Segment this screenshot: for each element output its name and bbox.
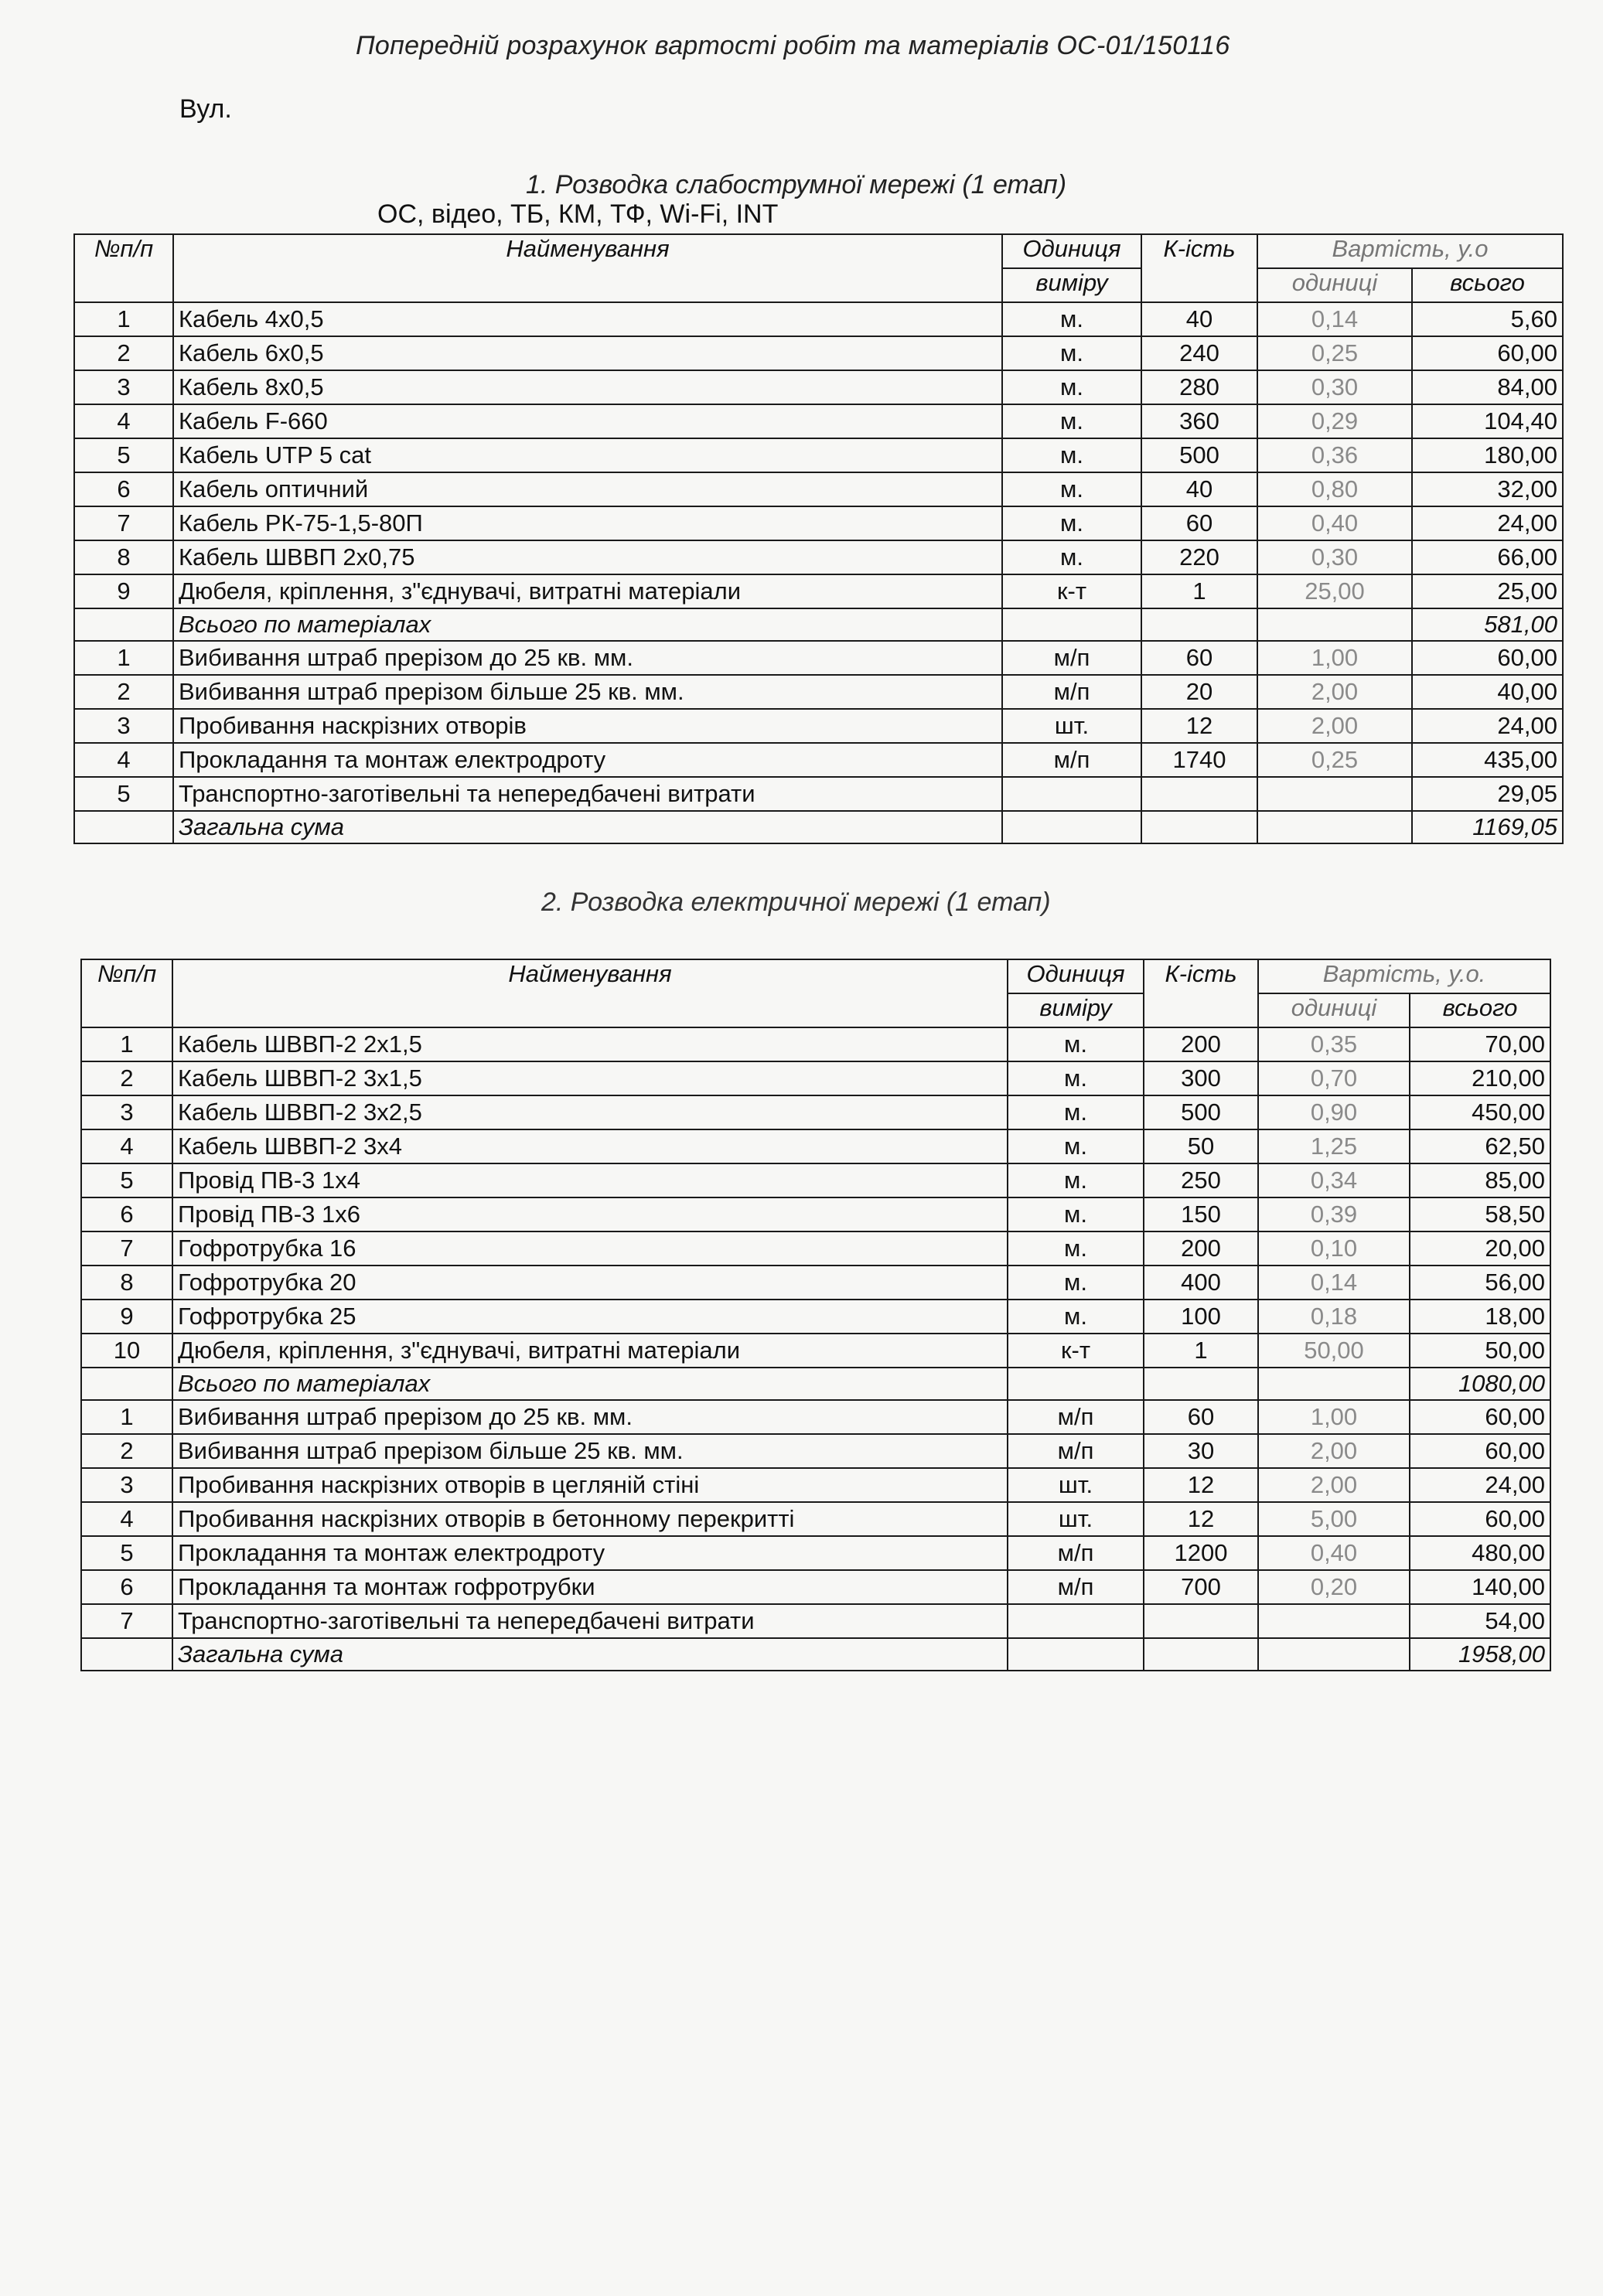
table-row <box>81 1231 1550 1266</box>
table-row <box>81 1266 1550 1300</box>
quantity-cell: 400 <box>1144 1266 1258 1300</box>
unit-cell: шт. <box>1008 1468 1144 1502</box>
quantity-cell: 700 <box>1144 1570 1258 1604</box>
unit-price-cell: 0,14 <box>1258 1266 1410 1300</box>
section2-title: 2. Розводка електричної мережі (1 етап) <box>541 887 1051 917</box>
header-name: Найменування <box>172 959 1008 1027</box>
unit-cell: м. <box>1008 1266 1144 1300</box>
quantity-cell: 12 <box>1144 1468 1258 1502</box>
header-total: всього <box>1412 268 1563 302</box>
unit-price-cell: 0,40 <box>1257 506 1412 540</box>
unit-cell: м/п <box>1008 1434 1144 1468</box>
table-row <box>81 1334 1550 1368</box>
total-cell: 62,50 <box>1410 1129 1550 1163</box>
total-cell: 140,00 <box>1410 1570 1550 1604</box>
grand-total-row <box>81 1638 1550 1671</box>
total-cell: 32,00 <box>1412 472 1563 506</box>
item-name: Кабель ШВВП-2 3х1,5 <box>172 1061 1008 1095</box>
unit-price-cell: 0,25 <box>1257 336 1412 370</box>
quantity-cell: 1200 <box>1144 1536 1258 1570</box>
item-name: Кабель ШВВП-2 2х1,5 <box>172 1027 1008 1061</box>
item-name: Прокладання та монтаж електродроту <box>173 743 1002 777</box>
table-row <box>81 1502 1550 1536</box>
quantity-cell: 30 <box>1144 1434 1258 1468</box>
unit-price-cell: 0,14 <box>1257 302 1412 336</box>
row-number: 8 <box>74 540 173 574</box>
header-unit-sub: виміру <box>1002 268 1141 302</box>
row-number: 7 <box>74 506 173 540</box>
item-name: Транспортно-заготівельні та непередбачені витрати <box>173 777 1002 811</box>
row-number: 1 <box>74 641 173 675</box>
unit-price-cell: 0,34 <box>1258 1163 1410 1197</box>
unit-price-cell: 0,30 <box>1257 370 1412 404</box>
unit-cell: к-т <box>1002 574 1141 608</box>
total-cell: 84,00 <box>1412 370 1563 404</box>
unit-cell: м. <box>1008 1163 1144 1197</box>
total-cell: 20,00 <box>1410 1231 1550 1266</box>
grand-total-value: 1169,05 <box>1412 811 1563 843</box>
unit-price-cell: 0,70 <box>1258 1061 1410 1095</box>
unit-price-cell: 50,00 <box>1258 1334 1410 1368</box>
unit-price-cell: 0,29 <box>1257 404 1412 438</box>
unit-cell: м. <box>1008 1129 1144 1163</box>
row-number: 7 <box>81 1604 172 1638</box>
table-row <box>74 641 1563 675</box>
quantity-cell: 12 <box>1144 1502 1258 1536</box>
total-cell: 40,00 <box>1412 675 1563 709</box>
unit-cell <box>1002 777 1141 811</box>
unit-cell: м/п <box>1002 743 1141 777</box>
row-number: 2 <box>74 675 173 709</box>
header-qty: К-ість <box>1144 959 1258 1027</box>
unit-price-cell: 0,20 <box>1258 1570 1410 1604</box>
item-name: Кабель ШВВП-2 3х4 <box>172 1129 1008 1163</box>
quantity-cell: 250 <box>1144 1163 1258 1197</box>
total-cell: 435,00 <box>1412 743 1563 777</box>
item-name: Кабель 6х0,5 <box>173 336 1002 370</box>
table-row <box>74 302 1563 336</box>
total-cell: 25,00 <box>1412 574 1563 608</box>
item-name: Кабель UTP 5 cat <box>173 438 1002 472</box>
row-number: 5 <box>74 438 173 472</box>
table-row <box>74 438 1563 472</box>
table-row <box>81 1468 1550 1502</box>
unit-price-cell: 0,35 <box>1258 1027 1410 1061</box>
section1-table <box>73 233 1564 844</box>
item-name: Гофротрубка 25 <box>172 1300 1008 1334</box>
row-number: 4 <box>81 1502 172 1536</box>
item-name: Прокладання та монтаж гофротрубки <box>172 1570 1008 1604</box>
quantity-cell: 360 <box>1141 404 1257 438</box>
materials-total-row <box>74 608 1563 641</box>
table-row <box>81 1400 1550 1434</box>
table-row <box>81 1061 1550 1095</box>
item-name: Пробивання наскрізних отворів <box>173 709 1002 743</box>
table-row <box>81 1027 1550 1061</box>
row-number: 3 <box>81 1095 172 1129</box>
row-number: 7 <box>81 1231 172 1266</box>
unit-cell: м. <box>1002 370 1141 404</box>
item-name: Кабель 4х0,5 <box>173 302 1002 336</box>
unit-price-cell: 1,00 <box>1257 641 1412 675</box>
item-name: Вибивання штраб прерізом більше 25 кв. мм. <box>173 675 1002 709</box>
row-number: 4 <box>81 1129 172 1163</box>
item-name: Кабель F-660 <box>173 404 1002 438</box>
table-row <box>74 709 1563 743</box>
quantity-cell: 280 <box>1141 370 1257 404</box>
unit-cell: шт. <box>1002 709 1141 743</box>
total-cell: 480,00 <box>1410 1536 1550 1570</box>
row-number: 5 <box>74 777 173 811</box>
section2-table <box>80 959 1551 1671</box>
unit-price-cell <box>1258 1604 1410 1638</box>
section1-subtitle: ОС, відео, ТБ, КМ, ТФ, Wi-Fi, INT <box>377 199 779 229</box>
item-name: Кабель РК-75-1,5-80П <box>173 506 1002 540</box>
row-number: 3 <box>74 709 173 743</box>
header-qty: К-ість <box>1141 234 1257 302</box>
table-row <box>74 743 1563 777</box>
table-row <box>74 540 1563 574</box>
quantity-cell: 20 <box>1141 675 1257 709</box>
item-name: Дюбеля, кріплення, з"єднувачі, витратні матеріали <box>173 574 1002 608</box>
row-number: 2 <box>81 1434 172 1468</box>
grand-total-label: Загальна сума <box>172 1638 1008 1671</box>
unit-price-cell <box>1257 777 1412 811</box>
header-per-unit: одиниці <box>1258 993 1410 1027</box>
materials-total-value: 1080,00 <box>1410 1368 1550 1400</box>
total-cell: 450,00 <box>1410 1095 1550 1129</box>
row-number: 3 <box>74 370 173 404</box>
row-number: 5 <box>81 1163 172 1197</box>
table-row <box>74 675 1563 709</box>
quantity-cell: 40 <box>1141 472 1257 506</box>
unit-cell: м. <box>1008 1231 1144 1266</box>
table-row <box>74 370 1563 404</box>
grand-total-value: 1958,00 <box>1410 1638 1550 1671</box>
unit-cell: к-т <box>1008 1334 1144 1368</box>
item-name: Пробивання наскрізних отворів в бетонному перекритті <box>172 1502 1008 1536</box>
header-unit-sub: виміру <box>1008 993 1144 1027</box>
quantity-cell: 1740 <box>1141 743 1257 777</box>
table-row <box>74 777 1563 811</box>
total-cell: 18,00 <box>1410 1300 1550 1334</box>
total-cell: 54,00 <box>1410 1604 1550 1638</box>
row-number: 3 <box>81 1468 172 1502</box>
table-row <box>81 1095 1550 1129</box>
item-name: Дюбеля, кріплення, з"єднувачі, витратні матеріали <box>172 1334 1008 1368</box>
header-per-unit: одиниці <box>1257 268 1412 302</box>
grand-total-row <box>74 811 1563 843</box>
total-cell: 24,00 <box>1412 709 1563 743</box>
unit-price-cell: 1,00 <box>1258 1400 1410 1434</box>
row-number: 9 <box>81 1300 172 1334</box>
table-row <box>81 1129 1550 1163</box>
quantity-cell: 1 <box>1141 574 1257 608</box>
item-name: Вибивання штраб прерізом до 25 кв. мм. <box>172 1400 1008 1434</box>
unit-price-cell: 0,40 <box>1258 1536 1410 1570</box>
quantity-cell: 60 <box>1141 506 1257 540</box>
total-cell: 24,00 <box>1410 1468 1550 1502</box>
header-cost: Вартість, у.о <box>1257 234 1563 268</box>
unit-cell: м. <box>1002 302 1141 336</box>
unit-cell: м. <box>1002 506 1141 540</box>
table-row <box>74 472 1563 506</box>
unit-cell: м/п <box>1002 675 1141 709</box>
table-row <box>81 1536 1550 1570</box>
row-number: 6 <box>74 472 173 506</box>
total-cell: 104,40 <box>1412 404 1563 438</box>
unit-cell: м. <box>1008 1197 1144 1231</box>
quantity-cell: 40 <box>1141 302 1257 336</box>
row-number: 2 <box>81 1061 172 1095</box>
unit-cell: м. <box>1008 1300 1144 1334</box>
quantity-cell <box>1144 1604 1258 1638</box>
unit-price-cell: 25,00 <box>1257 574 1412 608</box>
unit-cell: м. <box>1008 1027 1144 1061</box>
table-row <box>81 1163 1550 1197</box>
table-row <box>81 1197 1550 1231</box>
unit-price-cell: 2,00 <box>1258 1434 1410 1468</box>
row-number: 2 <box>74 336 173 370</box>
unit-price-cell: 0,30 <box>1257 540 1412 574</box>
row-number: 10 <box>81 1334 172 1368</box>
item-name: Провід ПВ-3 1х6 <box>172 1197 1008 1231</box>
materials-total-label: Всього по матеріалах <box>172 1368 1008 1400</box>
unit-price-cell: 0,90 <box>1258 1095 1410 1129</box>
item-name: Кабель ШВВП 2х0,75 <box>173 540 1002 574</box>
quantity-cell: 100 <box>1144 1300 1258 1334</box>
quantity-cell <box>1141 777 1257 811</box>
header-num: №п/п <box>81 959 172 1027</box>
unit-cell <box>1008 1604 1144 1638</box>
unit-cell: м. <box>1002 472 1141 506</box>
item-name: Вибивання штраб прерізом до 25 кв. мм. <box>173 641 1002 675</box>
row-number: 8 <box>81 1266 172 1300</box>
table-row <box>74 574 1563 608</box>
unit-cell: м/п <box>1008 1536 1144 1570</box>
unit-cell: м. <box>1008 1061 1144 1095</box>
unit-price-cell: 0,80 <box>1257 472 1412 506</box>
total-cell: 56,00 <box>1410 1266 1550 1300</box>
row-number: 6 <box>81 1197 172 1231</box>
header-cost: Вартість, у.о. <box>1258 959 1550 993</box>
row-number: 9 <box>74 574 173 608</box>
unit-price-cell: 2,00 <box>1257 709 1412 743</box>
table-row <box>81 1570 1550 1604</box>
quantity-cell: 150 <box>1144 1197 1258 1231</box>
header-unit: Одиниця <box>1008 959 1144 993</box>
unit-price-cell: 2,00 <box>1258 1468 1410 1502</box>
row-number: 1 <box>81 1400 172 1434</box>
grand-total-label: Загальна сума <box>173 811 1002 843</box>
unit-price-cell: 5,00 <box>1258 1502 1410 1536</box>
total-cell: 24,00 <box>1412 506 1563 540</box>
header-unit: Одиниця <box>1002 234 1141 268</box>
header-name: Найменування <box>173 234 1002 302</box>
unit-price-cell: 0,18 <box>1258 1300 1410 1334</box>
item-name: Гофротрубка 16 <box>172 1231 1008 1266</box>
item-name: Прокладання та монтаж електродроту <box>172 1536 1008 1570</box>
total-cell: 29,05 <box>1412 777 1563 811</box>
unit-cell: м. <box>1002 336 1141 370</box>
unit-price-cell: 0,36 <box>1257 438 1412 472</box>
quantity-cell: 1 <box>1144 1334 1258 1368</box>
row-number: 1 <box>81 1027 172 1061</box>
quantity-cell: 500 <box>1141 438 1257 472</box>
header-total: всього <box>1410 993 1550 1027</box>
table-row <box>81 1434 1550 1468</box>
unit-cell: м/п <box>1008 1400 1144 1434</box>
total-cell: 5,60 <box>1412 302 1563 336</box>
table-row <box>81 1604 1550 1638</box>
item-name: Транспортно-заготівельні та непередбачені витрати <box>172 1604 1008 1638</box>
item-name: Гофротрубка 20 <box>172 1266 1008 1300</box>
item-name: Кабель ШВВП-2 3х2,5 <box>172 1095 1008 1129</box>
item-name: Пробивання наскрізних отворів в цегляній стіні <box>172 1468 1008 1502</box>
unit-price-cell: 2,00 <box>1257 675 1412 709</box>
table-row <box>81 1300 1550 1334</box>
quantity-cell: 12 <box>1141 709 1257 743</box>
section1-title: 1. Розводка слабострумної мережі (1 етап) <box>526 170 1067 199</box>
total-cell: 85,00 <box>1410 1163 1550 1197</box>
table-row <box>74 336 1563 370</box>
quantity-cell: 500 <box>1144 1095 1258 1129</box>
materials-total-value: 581,00 <box>1412 608 1563 641</box>
total-cell: 70,00 <box>1410 1027 1550 1061</box>
total-cell: 50,00 <box>1410 1334 1550 1368</box>
total-cell: 60,00 <box>1410 1502 1550 1536</box>
table-row <box>74 404 1563 438</box>
item-name: Провід ПВ-3 1х4 <box>172 1163 1008 1197</box>
unit-price-cell: 0,39 <box>1258 1197 1410 1231</box>
total-cell: 60,00 <box>1410 1400 1550 1434</box>
total-cell: 210,00 <box>1410 1061 1550 1095</box>
item-name: Вибивання штраб прерізом більше 25 кв. мм. <box>172 1434 1008 1468</box>
total-cell: 60,00 <box>1412 336 1563 370</box>
row-number: 5 <box>81 1536 172 1570</box>
unit-price-cell: 0,10 <box>1258 1231 1410 1266</box>
quantity-cell: 60 <box>1141 641 1257 675</box>
total-cell: 66,00 <box>1412 540 1563 574</box>
unit-cell: м. <box>1008 1095 1144 1129</box>
unit-cell: м. <box>1002 438 1141 472</box>
quantity-cell: 300 <box>1144 1061 1258 1095</box>
document-title: Попередній розрахунок вартості робіт та матеріалів ОС-01/150116 <box>356 31 1230 60</box>
total-cell: 60,00 <box>1410 1434 1550 1468</box>
row-number: 4 <box>74 404 173 438</box>
quantity-cell: 240 <box>1141 336 1257 370</box>
quantity-cell: 220 <box>1141 540 1257 574</box>
row-number: 1 <box>74 302 173 336</box>
header-num: №п/п <box>74 234 173 302</box>
row-number: 6 <box>81 1570 172 1604</box>
row-number: 4 <box>74 743 173 777</box>
table-row <box>74 506 1563 540</box>
item-name: Кабель 8х0,5 <box>173 370 1002 404</box>
quantity-cell: 200 <box>1144 1231 1258 1266</box>
item-name: Кабель оптичний <box>173 472 1002 506</box>
unit-cell: м/п <box>1008 1570 1144 1604</box>
total-cell: 60,00 <box>1412 641 1563 675</box>
unit-cell: м. <box>1002 404 1141 438</box>
materials-total-row <box>81 1368 1550 1400</box>
unit-price-cell: 0,25 <box>1257 743 1412 777</box>
quantity-cell: 50 <box>1144 1129 1258 1163</box>
street-label: Вул. <box>179 94 232 124</box>
unit-cell: м. <box>1002 540 1141 574</box>
materials-total-label: Всього по матеріалах <box>173 608 1002 641</box>
unit-cell: м/п <box>1002 641 1141 675</box>
unit-cell: шт. <box>1008 1502 1144 1536</box>
quantity-cell: 200 <box>1144 1027 1258 1061</box>
total-cell: 180,00 <box>1412 438 1563 472</box>
total-cell: 58,50 <box>1410 1197 1550 1231</box>
unit-price-cell: 1,25 <box>1258 1129 1410 1163</box>
quantity-cell: 60 <box>1144 1400 1258 1434</box>
